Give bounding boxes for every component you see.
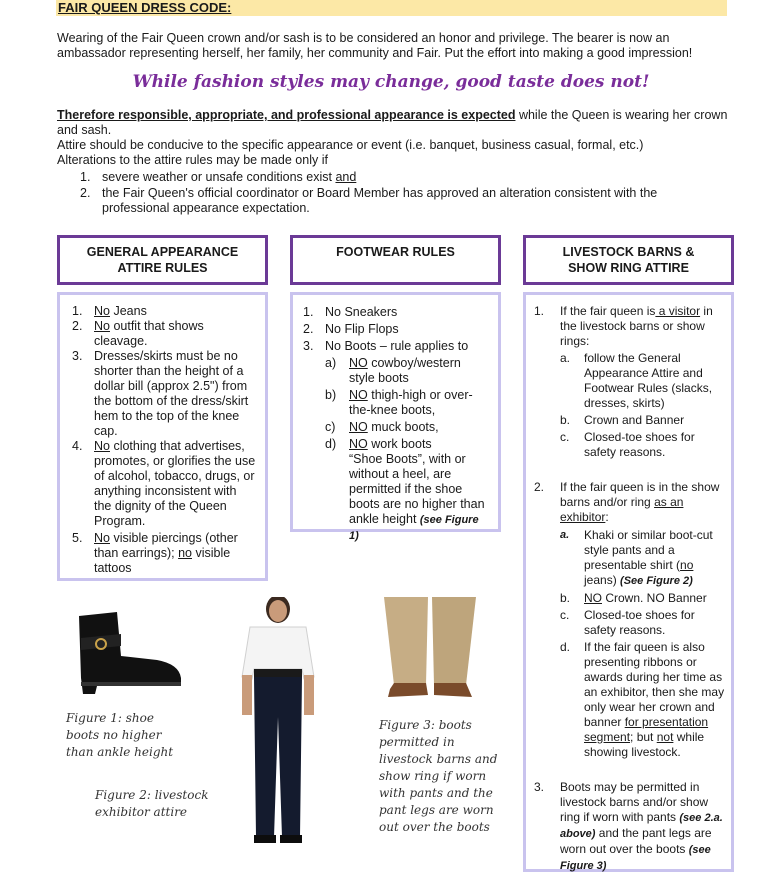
emphasis: as an exhibitor <box>560 495 684 524</box>
emphasis: a visitor <box>655 304 701 318</box>
sub-item: d) NO work boots “Shoe Boots”, with or without a heel, are permitted if the shoe boots are no higher than ankle height (see Figure 1) <box>325 437 485 542</box>
list-item: 1. No Jeans <box>72 304 147 318</box>
item-text: No Sneakers <box>325 305 398 319</box>
item-text: cowboy/western style boots <box>349 356 461 385</box>
neg-word: no <box>680 558 694 572</box>
alteration-text: severe weather or unsafe conditions exist <box>102 170 336 184</box>
boots-sublist <box>325 356 490 544</box>
item-text: muck boots, <box>367 420 439 434</box>
item-text: Crown. NO Banner <box>602 591 707 605</box>
list-item: 4. No clothing that advertises, promotes, or glorifies the use of alcohol, tobacco, drugs, or anything inconsistent with the dignity of the Queen Program. <box>72 439 256 528</box>
list-item: 5. No visible piercings (other than earrings); no visible tattoos <box>72 531 238 575</box>
item-text: Dresses/skirts must be no shorter than the height of a dollar bill (approx 2.5") from the bottom of the dress/skirt hem to the top of the knee cap. <box>94 349 249 438</box>
intro-paragraph: Wearing of the Fair Queen crown and/or sash is to be considered an honor and privilege. The bearer is now an ambassador representing herself, her family, her community and Fair. Put the effort into making a good impression! <box>57 31 693 60</box>
neg-word: No <box>94 439 110 453</box>
list-item: 2. No Flip Flops <box>303 322 399 336</box>
neg-word: No <box>94 304 110 318</box>
alteration-text: the Fair Queen's official coordinator or Board Member has approved an alteration consistent with the professional appearance expectation. <box>102 186 658 215</box>
figure3-caption: Figure 3: boots permitted in livestock barns and show ring if worn with pants and the pant legs are worn out over the boots <box>379 718 498 834</box>
sub-item: a) NO cowboy/western style boots <box>325 356 461 385</box>
item-text: and the pant legs are worn out over the boots <box>560 826 712 856</box>
item-text: If the fair queen is <box>560 304 656 318</box>
neg-word: NO <box>349 388 368 402</box>
sub-item: b. NO Crown. NO Banner <box>560 591 707 605</box>
alteration-item: 1. severe weather or unsafe conditions exist and <box>80 170 357 184</box>
sub-item: b. Crown and Banner <box>560 413 685 427</box>
exhibitor-attire-illustration <box>228 597 328 855</box>
neg-word: NO <box>349 356 368 370</box>
neg-word: NO <box>584 591 602 605</box>
item-text: No Boots – rule applies to <box>325 339 469 353</box>
alterations-list <box>80 170 710 216</box>
item-text: If the fair queen is also presenting ribbons or awards during her time as an exhibitor, then she may only wear her crown and banner <box>584 640 725 729</box>
livestock-list <box>534 304 725 874</box>
item-text: thigh-high or over-the-knee boots, <box>349 388 473 417</box>
attire-conducive-line: Attire should be conducive to the specific appearance or event (i.e. banquet, business casual, formal, etc.) <box>57 138 644 152</box>
item-text: Khaki or similar boot-cut style pants and a presentable shirt ( <box>584 528 713 572</box>
page-title: FAIR QUEEN DRESS CODE: <box>58 0 232 15</box>
header-line: FOOTWEAR RULES <box>336 245 455 259</box>
figure2-image <box>228 597 328 855</box>
neg-word: no <box>178 546 192 560</box>
sub-item: b) NO thigh-high or over-the-knee boots, <box>325 388 473 417</box>
list-item: 3. No Boots – rule applies to a) NO cowboy/western style boots b) NO thigh-high or over-the-knee boots, c) NO muck boots, d) NO work boots “Shoe Boots”, with or without a heel, are permitted if the shoe boots are no higher than ankle height (see Figure 1) <box>303 338 490 544</box>
ankle-boot-illustration <box>57 598 189 708</box>
header-line: LIVESTOCK BARNS & <box>562 245 695 259</box>
appearance-expectation: Therefore responsible, appropriate, and professional appearance is expected <box>57 108 516 122</box>
visitor-sublist <box>560 351 725 460</box>
item-text: Crown and Banner <box>584 413 685 427</box>
sub-item: c) NO muck boots, <box>325 420 439 434</box>
item-text: work boots <box>367 437 432 451</box>
alteration-item: 2. the Fair Queen's official coordinator or Board Member has approved an alteration consistent with the professional appearance expectation. <box>80 186 658 215</box>
item-text: follow the General Appearance Attire and Footwear Rules (slacks, dresses, skirts) <box>584 351 713 410</box>
figure-reference: (see Figure 3) <box>560 844 711 872</box>
list-item: 1. If the fair queen is a visitor in the livestock barns or show rings: a. follow the General Appearance Attire and Footwear Rules (slacks, dresses, skirts) b. Crown and Banner c. Closed-toe shoes for safety reasons. <box>534 304 725 460</box>
item-text: Closed-toe shoes for safety reasons. <box>584 608 695 637</box>
exhibitor-sublist <box>560 528 725 760</box>
rules-intro <box>57 108 737 168</box>
header-line: ATTIRE RULES <box>117 261 208 275</box>
list-item: 1. No Sneakers <box>303 305 398 319</box>
footwear-list <box>303 304 490 544</box>
title-banner <box>56 0 727 16</box>
figure2-caption: Figure 2: livestock exhibitor attire <box>95 788 209 819</box>
item-text: If the fair queen is in the show barns and/or ring <box>560 480 720 509</box>
header-line: SHOW RING ATTIRE <box>568 261 689 275</box>
item-text: outfit that shows cleavage. <box>94 319 204 348</box>
neg-word: NO <box>349 420 368 434</box>
item-text: No Flip Flops <box>325 322 399 336</box>
alterations-line: Alterations to the attire rules may be made only if <box>57 153 328 167</box>
general-appearance-header <box>57 235 268 285</box>
emphasis: for presentation segment <box>584 715 709 744</box>
neg-word: NO <box>349 437 368 451</box>
slogan: While fashion styles may change, good taste does not! <box>132 72 650 92</box>
item-text: ; but <box>630 730 657 744</box>
general-appearance-list <box>72 304 257 576</box>
emphasis: not <box>656 730 674 744</box>
figure1-caption: Figure 1: shoe boots no higher than ankle height <box>66 711 174 759</box>
figure-reference: (See Figure 2) <box>620 575 693 587</box>
item-text: in the livestock barns or show rings: <box>560 304 713 348</box>
item-text: visible tattoos <box>94 546 231 575</box>
boots-with-pants-illustration <box>348 597 512 707</box>
neg-word: No <box>94 319 110 333</box>
sub-item: d. If the fair queen is also presenting ribbons or awards during her time as an exhibitor, then she may only wear her crown and banner for presentation segment; but not while showing livestock. <box>560 640 725 759</box>
livestock-box <box>523 292 734 872</box>
sub-item: c. Closed-toe shoes for safety reasons. <box>560 608 695 637</box>
list-item: 3. Dresses/skirts must be no shorter than the height of a dollar bill (approx 2.5") from the bottom of the dress/skirt hem to the top of the knee cap. <box>72 349 249 438</box>
item-text: clothing that advertises, promotes, or glorifies the use of alcohol, tobacco, drugs, or anything inconsistent with the dignity of the Queen Program. <box>94 439 256 528</box>
item-text: visible piercings (other than earrings); <box>94 531 238 560</box>
shoe-boots-text: “Shoe Boots”, with or without a heel, are permitted if the shoe boots are no higher than ankle height <box>349 452 485 526</box>
appearance-expectation-rest: while the Queen is wearing her crown and sash. <box>57 108 728 137</box>
item-text: jeans) <box>584 573 621 587</box>
list-item: 2. If the fair queen is in the show barns and/or ring as an exhibitor: a. Khaki or similar boot-cut style pants and a presentable shirt (no jeans) (See Figure 2) b. NO Crown. NO Banner c. Closed-toe shoes for safety reasons. d. If the fair queen is also presenting ribbons or awards during her time as an exhibitor, then she may only wear her crown and banner for presentation segment; but not while showing livestock. <box>534 480 725 759</box>
neg-word: No <box>94 531 110 545</box>
footwear-box <box>290 292 501 542</box>
list-item: 3. Boots may be permitted in livestock barns and/or show ring if worn with pants (see 2.a. above) and the pant legs are worn out over the boots (see Figure 3) <box>534 780 723 872</box>
figure1-image <box>57 598 189 708</box>
footwear-header <box>290 235 501 285</box>
sub-item: a. Khaki or similar boot-cut style pants and a presentable shirt (no jeans) (See Figure 2) <box>560 528 713 587</box>
livestock-header <box>523 235 734 285</box>
header-line: GENERAL APPEARANCE <box>86 245 239 259</box>
sub-item: a. follow the General Appearance Attire and Footwear Rules (slacks, dresses, skirts) <box>560 351 713 410</box>
figure3-image <box>348 597 512 707</box>
list-item: 2. No outfit that shows cleavage. <box>72 319 204 348</box>
alteration-and: and <box>335 170 357 184</box>
sub-item: c. Closed-toe shoes for safety reasons. <box>560 430 695 459</box>
item-text: Closed-toe shoes for safety reasons. <box>584 430 695 459</box>
item-text: while showing livestock. <box>584 730 705 759</box>
item-text: : <box>605 510 609 524</box>
general-appearance-box <box>57 292 268 581</box>
item-text: Jeans <box>109 304 147 318</box>
figure-reference: (see Figure 1) <box>349 514 479 542</box>
